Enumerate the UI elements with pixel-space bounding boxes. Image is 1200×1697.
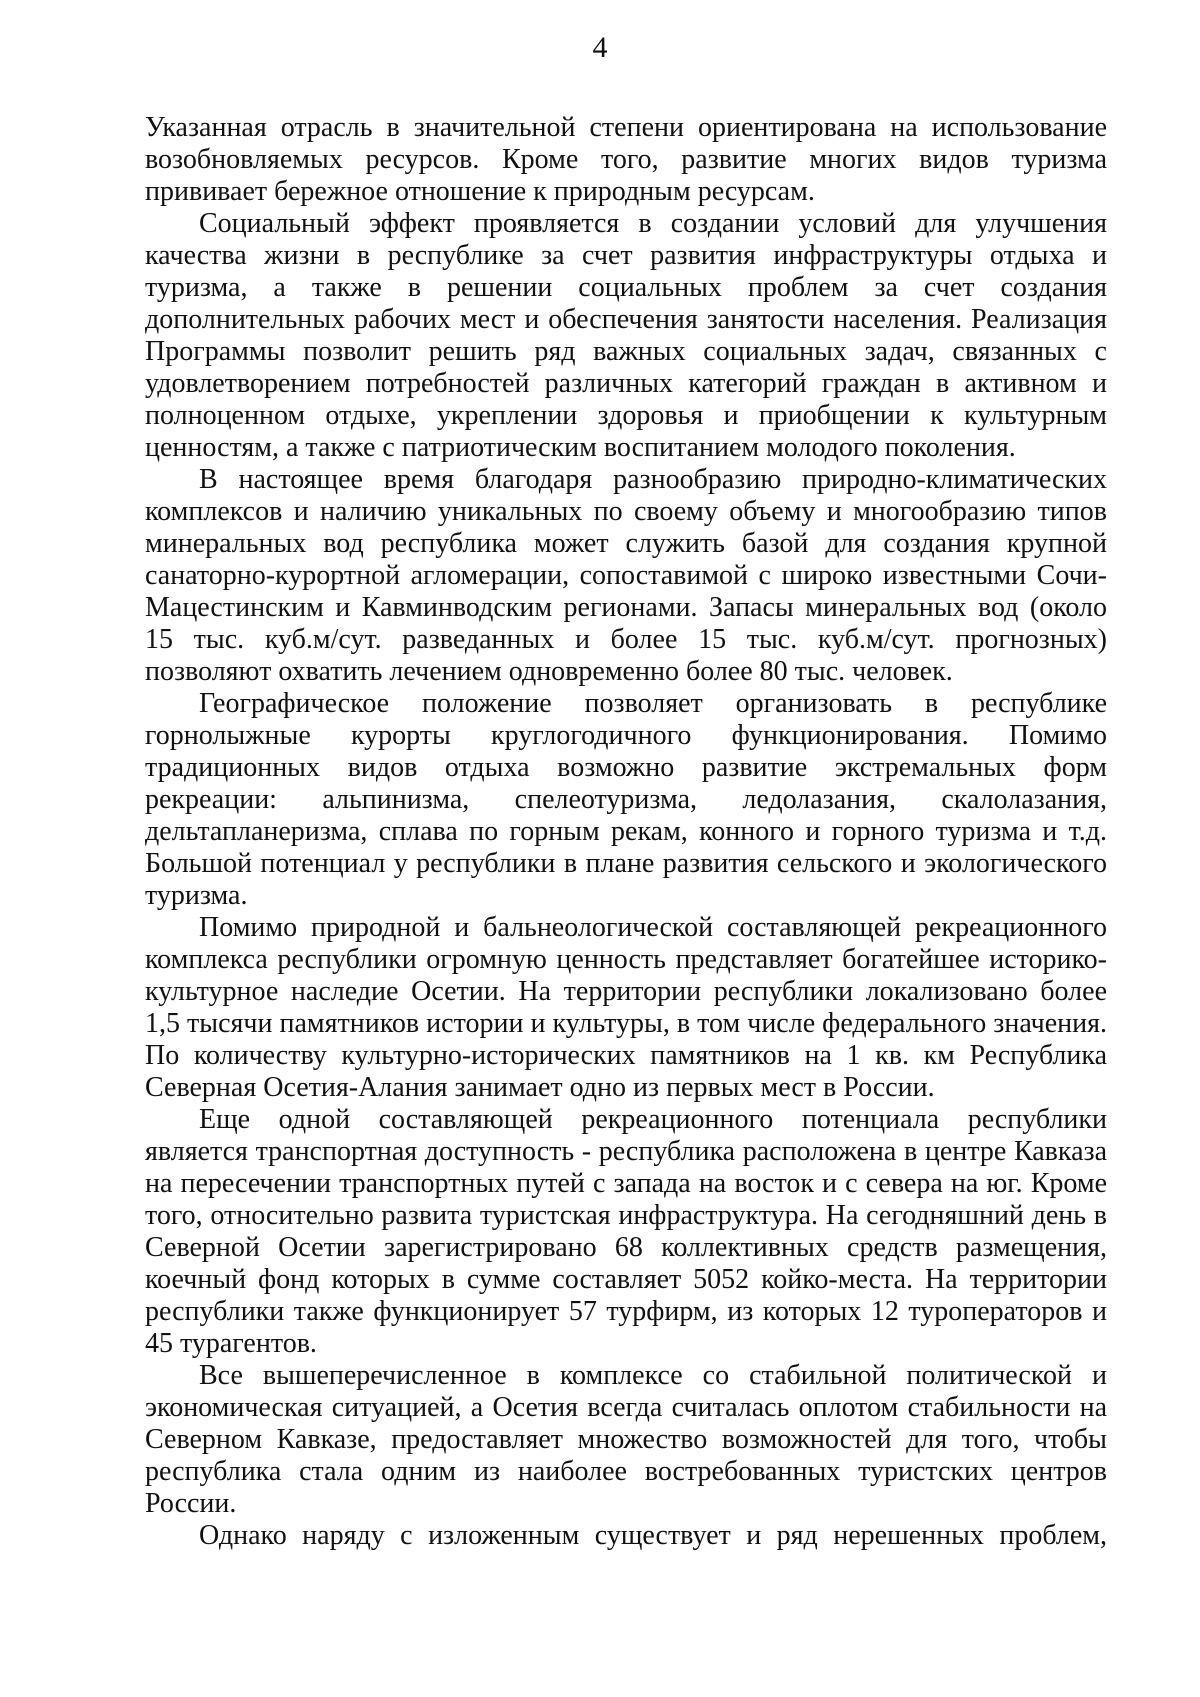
page-number: 4 [592, 31, 608, 64]
paragraph-renewable-resources: Указанная отрасль в значительной степени ориентирована на использование возобновляемых ресурсов. Кроме того, развитие многих видов туризма прививает бережное отношение к природным ресурсам. [145, 112, 1107, 207]
paragraph-unresolved-problems: Однако наряду с изложенным существует и ряд нерешенных проблем, [199, 1520, 1107, 1551]
paragraph-social-effect: Социальный эффект проявляется в создании условий для улучшения качества жизни в республике за счет развития инфраструктуры отдыха и туризма, а также в решении социальных проблем за счет создания дополнительных рабочих мест и обеспечения занятости населения. Реализация Программы позволит решить ряд важных социальных задач, связанных с удовлетворением потребностей различных категорий граждан в активном и полноценном отдыхе, укреплении здоровья и приобщении к культурным ценностям, а также с патриотическим воспитанием молодого поколения. [145, 208, 1107, 463]
document-body [145, 112, 1107, 1552]
paragraph-stability: Все вышеперечисленное в комплексе со стабильной политической и экономическая ситуацией, а Осетия всегда считалась оплотом стабильности на Северном Кавказе, предоставляет множество возможностей для того, чтобы республика стала одним из наиболее востребованных туристских центров России. [145, 1360, 1107, 1519]
paragraph-geographic-position: Географическое положение позволяет организовать в республике горнолыжные курорты круглогодичного функционирования. Помимо традиционных видов отдыха возможно развитие экстремальных форм рекреации: альпинизма, спелеотуризма, ледолазания, скалолазания, дельтапланеризма, сплава по горным рекам, конного и горного туризма и т.д. Большой потенциал у республики в плане развития сельского и экологического туризма. [145, 688, 1107, 911]
paragraph-transport-infrastructure: Еще одной составляющей рекреационного потенциала республики является транспортная доступность - республика расположена в центре Кавказа на пересечении транспортных путей с запада на восток и с севера на юг. Кроме того, относительно развита туристская инфраструктура. На сегодняшний день в Северной Осетии зарегистрировано 68 коллективных средств размещения, коечный фонд которых в сумме составляет 5052 койко-места. На территории республики также функционирует 57 турфирм, из которых 12 туроператоров и 45 турагентов. [145, 1104, 1107, 1359]
paragraph-mineral-waters: В настоящее время благодаря разнообразию природно-климатических комплексов и наличию уникальных по своему объему и многообразию типов минеральных вод республика может служить базой для создания крупной санаторно-курортной агломерации, сопоставимой с широко известными Сочи-Мацестинским и Кавминводским регионами. Запасы минеральных вод (около 15 тыс. куб.м/сут. разведанных и более 15 тыс. куб.м/сут. прогнозных) позволяют охватить лечением одновременно более 80 тыс. человек. [145, 464, 1107, 687]
paragraph-cultural-heritage: Помимо природной и бальнеологической составляющей рекреационного комплекса республики огромную ценность представляет богатейшее историко-культурное наследие Осетии. На территории республики локализовано более 1,5 тысячи памятников истории и культуры, в том числе федерального значения. По количеству культурно-исторических памятников на 1 кв. км Республика Северная Осетия-Алания занимает одно из первых мест в России. [145, 912, 1107, 1103]
